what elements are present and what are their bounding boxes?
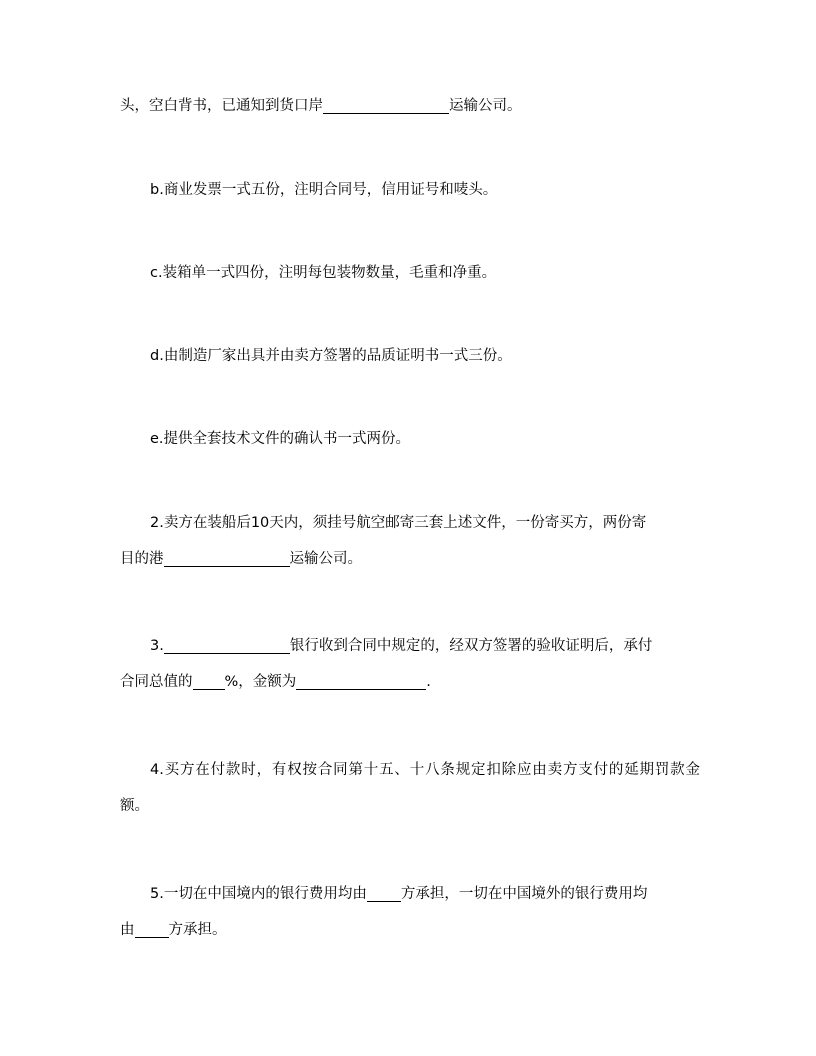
blank-line [164, 548, 290, 567]
blank-line [323, 95, 449, 114]
text: c.装箱单一式四份，注明每包装物数量，毛重和净重。 [150, 265, 497, 281]
paragraph-documents-continued [120, 88, 700, 124]
text: 由 [120, 922, 135, 938]
text: %，金额为 [224, 674, 297, 690]
paragraph-bank-payment [120, 628, 700, 700]
text: d.由制造厂家出具并由卖方签署的品质证明书一式三份。 [150, 348, 512, 364]
text: 运输公司。 [449, 98, 522, 114]
blank-line [193, 671, 225, 690]
text: e.提供全套技术文件的确认书一式两份。 [150, 431, 411, 447]
line [120, 912, 700, 948]
line: 2.卖方在装船后10天内，须挂号航空邮寄三套上述文件，一份寄买方，两份寄 [150, 515, 647, 531]
text: 方承担。 [168, 922, 227, 938]
paragraph-commercial-invoice [120, 172, 700, 208]
text: 5.一切在中国境内的银行费用均由 [150, 886, 367, 902]
text: 目的港 [120, 551, 164, 567]
text: 合同总值的 [120, 674, 193, 690]
text: 运输公司。 [289, 551, 362, 567]
text: 银行收到合同中规定的，经双方签署的验收证明后，承付 [289, 638, 653, 654]
paragraph-bank-fees [120, 876, 700, 948]
text: . [426, 674, 431, 690]
line [120, 664, 700, 700]
text: b.商业发票一式五份，注明合同号，信用证号和唛头。 [150, 182, 498, 198]
paragraph-technical-documents [120, 421, 700, 457]
paragraph-penalty-deduction [120, 752, 700, 824]
line [120, 541, 700, 577]
text: 头，空白背书，已通知到货口岸 [120, 98, 323, 114]
paragraph-quality-certificate [120, 338, 700, 374]
text: 方承担，一切在中国境外的银行费用均 [400, 886, 648, 902]
line [120, 876, 700, 912]
paragraph-mailing-documents [120, 505, 700, 577]
line [120, 628, 700, 664]
text: 3. [150, 638, 164, 654]
text: 4.买方在付款时，有权按合同第十五、十八条规定扣除应由卖方支付的延期罚款金额。 [120, 762, 700, 814]
blank-line [367, 883, 401, 902]
blank-line [296, 671, 426, 690]
blank-line [164, 635, 290, 654]
blank-line [135, 919, 169, 938]
paragraph-packing-list [120, 255, 700, 291]
